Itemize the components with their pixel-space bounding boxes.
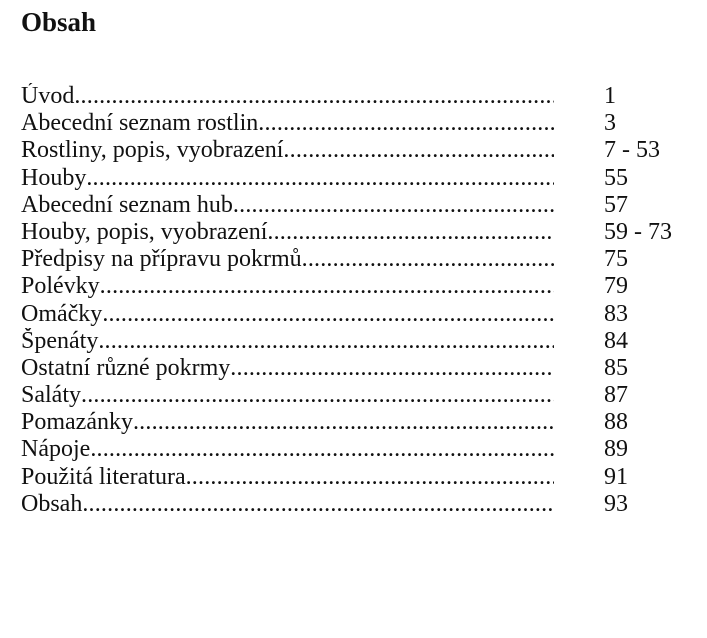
toc-entry-label: Houby, popis, vyobrazení .....	[21, 219, 554, 246]
toc-page-number: 93	[604, 490, 628, 517]
toc-entry-label: Špenáty .....	[21, 328, 554, 355]
toc-row-omacky	[21, 301, 701, 328]
toc-entry-label: Použitá literatura .....	[21, 464, 554, 491]
toc-row-uvod	[21, 83, 701, 110]
toc-row-polevky	[21, 273, 701, 300]
toc-page-number: 7 - 53	[604, 137, 660, 164]
toc-row-abecedni-seznam-hub	[21, 192, 701, 219]
toc-row-houby	[21, 165, 701, 192]
toc-entry-label: Abecední seznam rostlin .....	[21, 110, 554, 137]
toc-row-spenaty	[21, 328, 701, 355]
toc-entry-label: Rostliny, popis, vyobrazení .....	[21, 137, 554, 164]
toc-row-salaty	[21, 382, 701, 409]
toc-row-predpisy	[21, 246, 701, 273]
page-title: Obsah	[21, 7, 97, 37]
toc-page-number: 84	[604, 327, 628, 354]
toc-entry-label: Houby .....	[21, 165, 554, 192]
toc-page-number: 91	[604, 463, 628, 490]
toc-row-abecedni-seznam-rostlin	[21, 110, 701, 137]
toc-page-number: 85	[604, 354, 628, 381]
toc-entry-label: Saláty .....	[21, 382, 554, 409]
toc-entry-label: Polévky .....	[21, 273, 554, 300]
toc-page-number: 83	[604, 300, 628, 327]
toc-page-number: 59 - 73	[604, 218, 672, 245]
toc-row-ostatni-pokrmy	[21, 355, 701, 382]
toc-entry-label: Omáčky .....	[21, 301, 554, 328]
toc-entry-label: Abecední seznam hub .....	[21, 192, 554, 219]
toc-page-number: 89	[604, 436, 628, 463]
toc-row-pomazanky	[21, 409, 701, 436]
toc-page-number: 1	[604, 83, 616, 109]
toc-entry-label: Obsah .....	[21, 491, 554, 518]
toc-row-houby-popis	[21, 219, 701, 246]
toc-page-number: 79	[604, 273, 628, 300]
toc-entry-label: Ostatní různé pokrmy .....	[21, 355, 554, 382]
toc-row-obsah	[21, 491, 701, 518]
toc-page-number: 87	[604, 382, 628, 409]
toc-page-number: 75	[604, 246, 628, 273]
toc-page-number: 57	[604, 191, 628, 218]
toc-page-number: 55	[604, 164, 628, 191]
toc-row-pouzita-literatura	[21, 464, 701, 491]
toc-entry-label: Předpisy na přípravu pokrmů .....	[21, 246, 554, 273]
toc-page-number: 3	[604, 110, 616, 137]
toc-row-napoje	[21, 436, 701, 463]
toc-page-number: 88	[604, 409, 628, 436]
toc-entry-label: Pomazánky .....	[21, 409, 554, 436]
table-of-contents	[21, 83, 701, 518]
toc-row-rostliny-popis	[21, 137, 701, 164]
toc-entry-label: Úvod .....	[21, 83, 554, 110]
toc-entry-label: Nápoje .....	[21, 436, 554, 463]
